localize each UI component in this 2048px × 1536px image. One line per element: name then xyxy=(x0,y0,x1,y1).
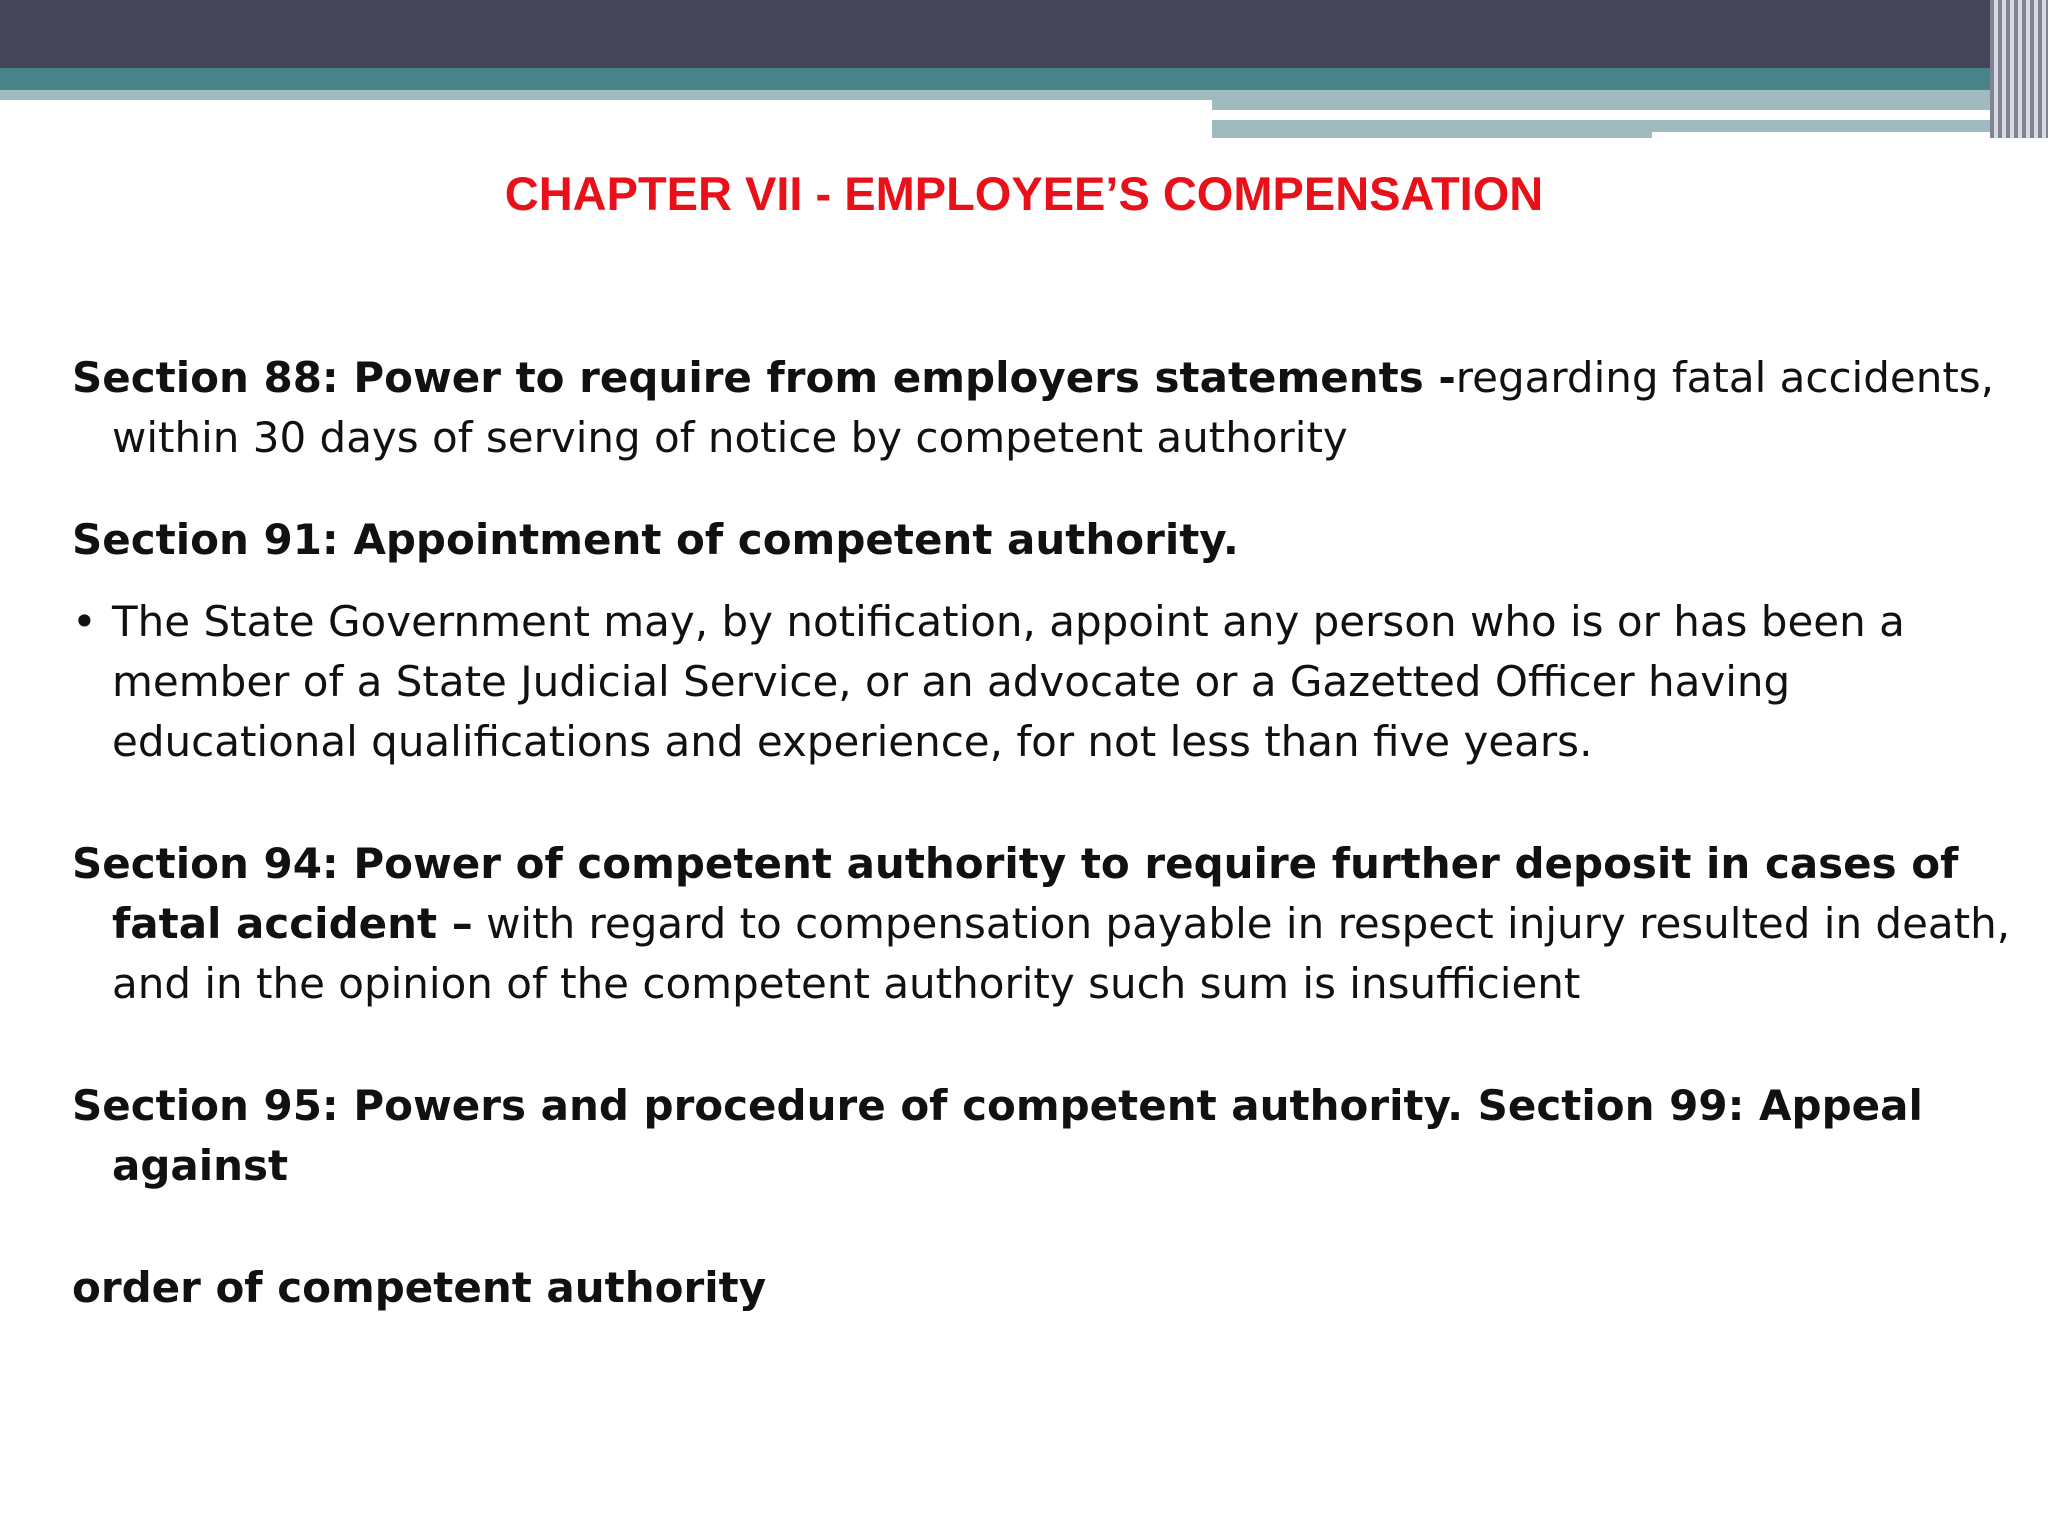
slide-content xyxy=(72,348,2012,1318)
section-88-text: regarding fatal accidents, within 30 days of serving of notice by competent authority xyxy=(112,353,1995,462)
section-91-paragraph xyxy=(72,510,2012,570)
header-light-band-left xyxy=(0,90,1212,100)
section-94-paragraph xyxy=(72,834,2012,1014)
section-88-paragraph xyxy=(72,348,2012,468)
header-bottom-band xyxy=(1212,120,1652,138)
slide-title: CHAPTER VII - EMPLOYEE’S COMPENSATION xyxy=(504,167,1544,220)
bullet-icon: • xyxy=(72,597,97,646)
header-dark-band xyxy=(0,0,1990,68)
section-95-99-line-2: order of competent authority xyxy=(72,1263,767,1312)
section-88-heading: Section 88: Power to require from employers statements - xyxy=(72,353,1456,402)
header-white-line xyxy=(1212,112,1896,118)
section-91-bullet-item xyxy=(72,592,2012,772)
section-95-99-line-1: Section 95: Powers and procedure of competent authority. Section 99: Appeal against xyxy=(72,1081,1923,1190)
header-light-band-right xyxy=(1212,90,1990,110)
section-91-bullet-text: The State Government may, by notification, appoint any person who is or has been a member of a State Judicial Service, or an advocate or a Gazetted Officer having educational qualifications and experience, for not less than five years. xyxy=(112,597,1905,766)
header-bottom-band-right xyxy=(1652,120,1990,132)
section-91-heading: Section 91: Appointment of competent authority. xyxy=(72,515,1239,564)
section-94-text: with regard to compensation payable in respect injury resulted in death, and in the opinion of the competent authority such sum is insufficient xyxy=(112,899,2011,1008)
section-94-heading: Section 94: Power of competent authority to require further deposit in cases of fatal accident – xyxy=(72,839,1959,948)
header-right-stripes xyxy=(1990,0,2048,138)
header-teal-band xyxy=(0,68,1990,90)
